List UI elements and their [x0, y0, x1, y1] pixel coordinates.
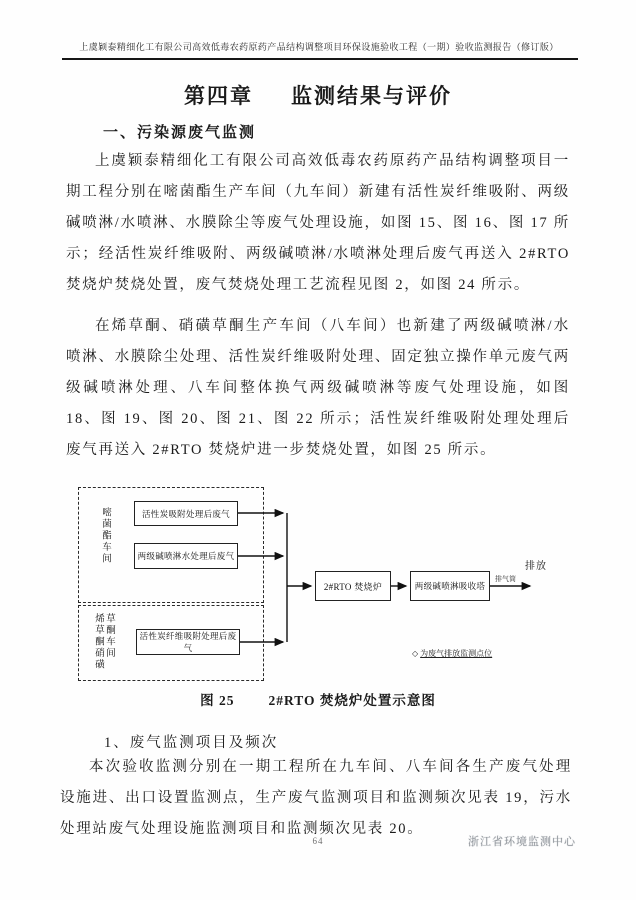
workshop-8-label: 烯草酮硝磺草酮车间	[93, 613, 114, 671]
subsection-text	[60, 752, 572, 845]
alkali-scrubber-box: 两级碱喷淋吸收塔	[410, 571, 490, 601]
discharge-label: 排放	[525, 561, 547, 572]
subsection-heading: 1、废气监测项目及频次	[104, 735, 279, 751]
figure-caption	[0, 689, 636, 709]
carbon-fiber-adsorption-gas-box: 活性炭纤维吸附处理后废气	[136, 629, 240, 655]
chapter-title	[0, 80, 636, 110]
paragraph-2: 在烯草酮、硝磺草酮生产车间（八车间）也新建了两级碱喷淋/水喷淋、水膜除尘处理、活性炭纤维吸附处理、固定独立操作单元废气两级碱喷淋处理、八车间整体换气两级碱喷淋等废气处理设施，如图 18、图 19、图 20、图 21、图 22 所示；活性炭纤维吸附处理处理后废气再送入 2#RTO 焚烧炉进一步焚烧处置，如图 25 所示。	[66, 318, 570, 458]
rto-incinerator-box: 2#RTO 焚烧炉	[315, 571, 391, 601]
paragraph-1: 上虞颖泰精细化工有限公司高效低毒农药原药产品结构调整项目一期工程分别在嘧菌酯生产车间（九车间）新建有活性炭纤维吸附、两级碱喷淋/水喷淋、水膜除尘等废气处理设施，如图 15、图 16、图 17 所示；经活性炭纤维吸附、两级碱喷淋/水喷淋处理后废气再送入 2#RTO 焚烧炉焚烧处置，废气焚烧处理工艺流程见图 2，如图 24 所示。	[66, 153, 570, 293]
workshop-9-label: 嘧菌酯车间	[100, 507, 110, 565]
running-header: 上虞颖泰精细化工有限公司高效低毒农药原药产品结构调整项目环保设施验收工程（一期）验收监测报告（修订版）	[79, 42, 559, 52]
figure-caption-number: 图 25	[200, 693, 235, 708]
figure-caption-text: 2#RTO 焚烧炉处置示意图	[268, 693, 436, 708]
carbon-adsorption-gas-box: 活性炭吸附处理后废气	[134, 501, 238, 526]
alkali-spray-gas-box: 两级碱喷淋水处理后废气	[134, 543, 238, 569]
chapter-number: 第四章	[184, 84, 253, 108]
body-text	[66, 146, 570, 476]
paragraph-3: 本次验收监测分别在一期工程所在九车间、八车间各生产废气处理设施进、出口设置监测点，生产废气监测项目和监测频次见表 19，污水处理站废气处理设施监测项目和监测频次见表 20。	[60, 759, 572, 837]
header-divider	[62, 58, 578, 60]
section-heading: 一、污染源废气监测	[103, 125, 257, 141]
footer-organization: 浙江省环境监测中心	[468, 836, 576, 848]
process-flow-diagram	[78, 483, 568, 685]
monitor-point-symbol-icon: ◇	[412, 649, 419, 658]
legend-text: 为废气排放监测点位	[420, 649, 493, 658]
chapter-title-text: 监测结果与评价	[291, 84, 452, 108]
flow-arrows	[78, 483, 568, 685]
stack-label: 排气筒	[495, 575, 516, 583]
page-number: 64	[312, 836, 324, 846]
